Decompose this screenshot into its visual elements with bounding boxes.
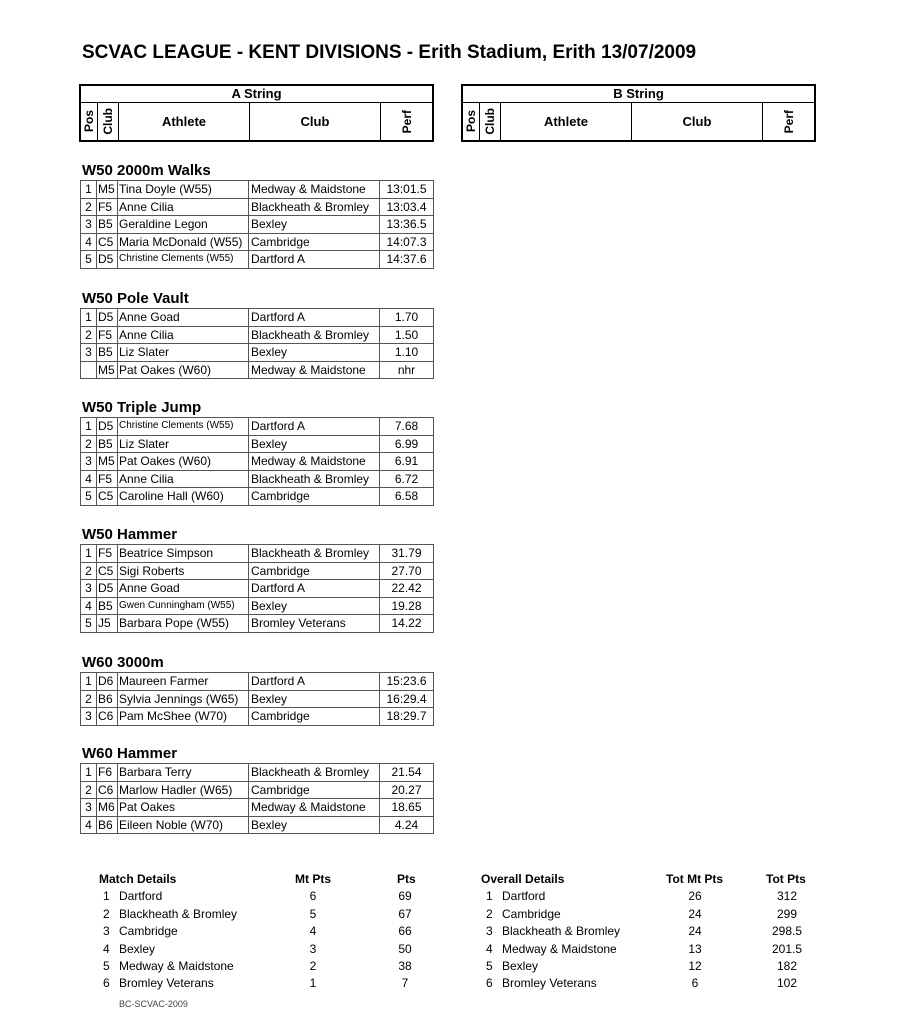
rank: 2 xyxy=(486,906,493,921)
event-title: W50 Pole Vault xyxy=(82,290,189,307)
position-cell: 1 xyxy=(81,181,97,199)
table-row xyxy=(81,344,434,362)
overall-details xyxy=(0,871,900,993)
club-name: Blackheath & Bromley xyxy=(119,906,238,921)
b-string-header xyxy=(461,84,816,142)
total-points: 201.5 xyxy=(771,941,803,956)
club-cell: Bexley xyxy=(249,597,380,615)
club-cell: Dartford A xyxy=(249,418,380,436)
total-match-points: 6 xyxy=(691,976,699,991)
points: 69 xyxy=(398,889,412,904)
b-athlete-header: Athlete xyxy=(501,103,632,140)
club-cell: Cambridge xyxy=(249,233,380,251)
club-cell: Cambridge xyxy=(249,488,380,506)
club-cell: Blackheath & Bromley xyxy=(249,198,380,216)
points: 67 xyxy=(398,906,412,921)
position-cell: 3 xyxy=(81,344,97,362)
summary-row xyxy=(0,958,900,975)
club-code-cell: C5 xyxy=(97,233,118,251)
b-club-code-header: Club xyxy=(480,103,501,140)
performance-cell: 16:29.4 xyxy=(380,690,434,708)
total-match-points: 26 xyxy=(688,889,702,904)
performance-cell: 14:07.3 xyxy=(380,233,434,251)
table-row xyxy=(81,488,434,506)
club-cell: Blackheath & Bromley xyxy=(249,764,380,782)
athlete-cell: Anne Cilia xyxy=(118,198,249,216)
club-cell: Blackheath & Bromley xyxy=(249,470,380,488)
match-points: 6 xyxy=(309,889,317,904)
rank: 4 xyxy=(486,941,493,956)
table-row xyxy=(81,198,434,216)
club-name: Medway & Maidstone xyxy=(119,958,234,973)
athlete-cell: Christine Clements (W55) xyxy=(118,251,249,269)
points: 50 xyxy=(398,941,412,956)
results-table xyxy=(80,417,434,506)
athlete-cell: Eileen Noble (W70) xyxy=(118,816,249,834)
club-code-cell: B5 xyxy=(97,435,118,453)
points: 66 xyxy=(398,924,412,939)
athlete-cell: Sigi Roberts xyxy=(118,562,249,580)
results-table xyxy=(80,308,434,379)
event-title: W50 2000m Walks xyxy=(82,162,211,179)
total-points: 312 xyxy=(776,889,798,904)
performance-cell: 13:03.4 xyxy=(380,198,434,216)
rank: 3 xyxy=(103,924,110,939)
table-row xyxy=(81,597,434,615)
event-title: W60 3000m xyxy=(82,654,164,671)
performance-cell: 15:23.6 xyxy=(380,673,434,691)
summary-row xyxy=(0,906,900,923)
athlete-cell: Caroline Hall (W60) xyxy=(118,488,249,506)
a-club-header: Club xyxy=(250,103,381,140)
position-cell: 1 xyxy=(81,309,97,327)
position-cell: 1 xyxy=(81,418,97,436)
athlete-cell: Tina Doyle (W55) xyxy=(118,181,249,199)
tot-pts-heading: Tot Pts xyxy=(766,872,806,886)
table-row xyxy=(81,181,434,199)
table-row xyxy=(81,781,434,799)
position-cell: 2 xyxy=(81,326,97,344)
rank: 1 xyxy=(486,889,493,904)
a-pos-header: Pos xyxy=(81,103,98,140)
position-cell: 2 xyxy=(81,690,97,708)
club-cell: Bexley xyxy=(249,816,380,834)
b-club-header: Club xyxy=(632,103,763,140)
table-row xyxy=(81,453,434,471)
club-name: Bexley xyxy=(502,958,539,973)
performance-cell: 31.79 xyxy=(380,545,434,563)
performance-cell: 18.65 xyxy=(380,799,434,817)
club-name: Medway & Maidstone xyxy=(502,941,617,956)
performance-cell: nhr xyxy=(380,361,434,379)
club-cell: Cambridge xyxy=(249,781,380,799)
club-cell: Dartford A xyxy=(249,309,380,327)
table-row xyxy=(81,418,434,436)
club-cell: Dartford A xyxy=(249,251,380,269)
table-row xyxy=(81,233,434,251)
performance-cell: 19.28 xyxy=(380,597,434,615)
position-cell: 3 xyxy=(81,708,97,726)
club-name: Blackheath & Bromley xyxy=(502,924,621,939)
event-section xyxy=(80,289,434,379)
club-code-cell: C6 xyxy=(97,781,118,799)
position-cell: 4 xyxy=(81,470,97,488)
performance-cell: 6.99 xyxy=(380,435,434,453)
club-cell: Blackheath & Bromley xyxy=(249,545,380,563)
athlete-cell: Maria McDonald (W55) xyxy=(118,233,249,251)
event-title: W50 Triple Jump xyxy=(82,399,202,416)
table-row xyxy=(81,816,434,834)
athlete-cell: Pat Oakes xyxy=(118,799,249,817)
performance-cell: 6.58 xyxy=(380,488,434,506)
performance-cell: 13:36.5 xyxy=(380,216,434,234)
rank: 5 xyxy=(103,958,110,973)
position-cell: 3 xyxy=(81,799,97,817)
club-code-cell: F6 xyxy=(97,764,118,782)
position-cell: 5 xyxy=(81,251,97,269)
club-code-cell: F5 xyxy=(97,545,118,563)
athlete-cell: Marlow Hadler (W65) xyxy=(118,781,249,799)
club-name: Bromley Veterans xyxy=(119,976,214,991)
position-cell: 2 xyxy=(81,435,97,453)
position-cell: 5 xyxy=(81,615,97,633)
club-code-cell: F5 xyxy=(97,326,118,344)
athlete-cell: Anne Goad xyxy=(118,309,249,327)
table-row xyxy=(81,708,434,726)
position-cell: 2 xyxy=(81,562,97,580)
summary-row xyxy=(0,941,900,958)
rank: 3 xyxy=(486,924,493,939)
table-row xyxy=(81,799,434,817)
athlete-cell: Anne Goad xyxy=(118,580,249,598)
club-code-cell: B6 xyxy=(97,690,118,708)
club-name: Dartford xyxy=(502,889,546,904)
a-string-label: A String xyxy=(81,86,432,103)
match-details-heading: Match Details xyxy=(99,872,177,886)
club-code-cell: M5 xyxy=(97,361,118,379)
athlete-cell: Pat Oakes (W60) xyxy=(118,361,249,379)
performance-cell: 6.72 xyxy=(380,470,434,488)
b-string-label: B String xyxy=(463,86,814,103)
total-points: 182 xyxy=(776,958,798,973)
points: 38 xyxy=(398,958,412,973)
club-code-cell: J5 xyxy=(97,615,118,633)
rank: 6 xyxy=(486,976,493,991)
athlete-cell: Beatrice Simpson xyxy=(118,545,249,563)
club-code-cell: B5 xyxy=(97,216,118,234)
performance-cell: 1.50 xyxy=(380,326,434,344)
athlete-cell: Barbara Terry xyxy=(118,764,249,782)
position-cell: 3 xyxy=(81,580,97,598)
club-code-cell: C5 xyxy=(97,562,118,580)
position-cell: 1 xyxy=(81,545,97,563)
event-title: W60 Hammer xyxy=(82,745,178,762)
club-cell: Medway & Maidstone xyxy=(249,799,380,817)
performance-cell: 27.70 xyxy=(380,562,434,580)
performance-cell: 22.42 xyxy=(380,580,434,598)
event-section xyxy=(80,653,434,726)
match-points: 1 xyxy=(309,976,317,991)
club-cell: Medway & Maidstone xyxy=(249,181,380,199)
club-code-cell: B5 xyxy=(97,344,118,362)
pts-heading: Pts xyxy=(397,872,416,886)
table-row xyxy=(81,326,434,344)
results-table xyxy=(80,180,434,269)
athlete-cell: Pat Oakes (W60) xyxy=(118,453,249,471)
club-code-cell: B6 xyxy=(97,816,118,834)
table-row xyxy=(81,435,434,453)
position-cell: 1 xyxy=(81,673,97,691)
position-cell: 3 xyxy=(81,216,97,234)
summary-row xyxy=(0,923,900,940)
table-row xyxy=(81,361,434,379)
total-match-points: 12 xyxy=(688,958,702,973)
club-name: Bromley Veterans xyxy=(502,976,597,991)
club-cell: Dartford A xyxy=(249,673,380,691)
athlete-cell: Gwen Cunningham (W55) xyxy=(118,597,249,615)
performance-cell: 7.68 xyxy=(380,418,434,436)
position-cell: 4 xyxy=(81,233,97,251)
club-code-cell: C6 xyxy=(97,708,118,726)
event-section xyxy=(80,161,434,269)
total-points: 102 xyxy=(776,976,798,991)
tot-mt-pts-heading: Tot Mt Pts xyxy=(666,872,724,886)
club-cell: Blackheath & Bromley xyxy=(249,326,380,344)
table-row xyxy=(81,251,434,269)
position-cell: 2 xyxy=(81,781,97,799)
mt-pts-heading: Mt Pts xyxy=(295,872,331,886)
match-points: 5 xyxy=(309,906,317,921)
position-cell: 5 xyxy=(81,488,97,506)
total-match-points: 24 xyxy=(688,924,702,939)
club-code-cell: D5 xyxy=(97,418,118,436)
event-section xyxy=(80,525,434,633)
match-points: 3 xyxy=(309,941,317,956)
event-title: W50 Hammer xyxy=(82,526,178,543)
table-row xyxy=(81,562,434,580)
a-perf-header: Perf xyxy=(399,109,414,134)
club-cell: Bexley xyxy=(249,344,380,362)
club-cell: Medway & Maidstone xyxy=(249,453,380,471)
table-row xyxy=(81,673,434,691)
a-athlete-header: Athlete xyxy=(119,103,250,140)
match-points: 2 xyxy=(309,958,317,973)
rank: 4 xyxy=(103,941,110,956)
club-cell: Cambridge xyxy=(249,562,380,580)
performance-cell: 1.10 xyxy=(380,344,434,362)
rank: 6 xyxy=(103,976,110,991)
rank: 1 xyxy=(103,889,110,904)
athlete-cell: Sylvia Jennings (W65) xyxy=(118,690,249,708)
b-pos-header: Pos xyxy=(463,103,480,140)
athlete-cell: Pam McShee (W70) xyxy=(118,708,249,726)
performance-cell: 1.70 xyxy=(380,309,434,327)
position-cell: 4 xyxy=(81,597,97,615)
table-row xyxy=(81,690,434,708)
club-code-cell: F5 xyxy=(97,470,118,488)
club-code-cell: C5 xyxy=(97,488,118,506)
athlete-cell: Barbara Pope (W55) xyxy=(118,615,249,633)
club-name: Dartford xyxy=(119,889,163,904)
position-cell xyxy=(81,361,97,379)
club-code-cell: M5 xyxy=(97,453,118,471)
position-cell: 4 xyxy=(81,816,97,834)
club-code-cell: F5 xyxy=(97,198,118,216)
performance-cell: 20.27 xyxy=(380,781,434,799)
total-match-points: 13 xyxy=(688,941,702,956)
athlete-cell: Liz Slater xyxy=(118,435,249,453)
event-section xyxy=(80,744,434,834)
table-row xyxy=(81,545,434,563)
club-code-cell: M6 xyxy=(97,799,118,817)
position-cell: 3 xyxy=(81,453,97,471)
performance-cell: 13:01.5 xyxy=(380,181,434,199)
club-cell: Bromley Veterans xyxy=(249,615,380,633)
athlete-cell: Maureen Farmer xyxy=(118,673,249,691)
athlete-cell: Christine Clements (W55) xyxy=(118,418,249,436)
club-name: Cambridge xyxy=(502,906,561,921)
position-cell: 2 xyxy=(81,198,97,216)
club-code-cell: M5 xyxy=(97,181,118,199)
points: 7 xyxy=(401,976,409,991)
table-row xyxy=(81,580,434,598)
rank: 2 xyxy=(103,906,110,921)
footer-code: BC-SCVAC-2009 xyxy=(119,999,188,1009)
club-cell: Bexley xyxy=(249,216,380,234)
athlete-cell: Liz Slater xyxy=(118,344,249,362)
club-code-cell: D5 xyxy=(97,580,118,598)
table-row xyxy=(81,615,434,633)
position-cell: 1 xyxy=(81,764,97,782)
page-title: SCVAC LEAGUE - KENT DIVISIONS - Erith Stadium, Erith 13/07/2009 xyxy=(82,42,697,63)
club-code-cell: D5 xyxy=(97,251,118,269)
overall-details-heading: Overall Details xyxy=(481,872,565,886)
table-row xyxy=(81,470,434,488)
club-cell: Medway & Maidstone xyxy=(249,361,380,379)
club-code-cell: D6 xyxy=(97,673,118,691)
summary-row xyxy=(0,975,900,992)
performance-cell: 18:29.7 xyxy=(380,708,434,726)
results-table xyxy=(80,763,434,834)
table-row xyxy=(81,764,434,782)
rank: 5 xyxy=(486,958,493,973)
a-club-code-header: Club xyxy=(98,103,119,140)
summary-row xyxy=(0,888,900,905)
total-points: 298.5 xyxy=(771,924,803,939)
athlete-cell: Geraldine Legon xyxy=(118,216,249,234)
performance-cell: 14:37.6 xyxy=(380,251,434,269)
club-code-cell: B5 xyxy=(97,597,118,615)
results-table xyxy=(80,544,434,633)
club-cell: Dartford A xyxy=(249,580,380,598)
club-code-cell: D5 xyxy=(97,309,118,327)
a-string-header xyxy=(79,84,434,142)
total-points: 299 xyxy=(776,906,798,921)
performance-cell: 6.91 xyxy=(380,453,434,471)
athlete-cell: Anne Cilia xyxy=(118,326,249,344)
club-cell: Cambridge xyxy=(249,708,380,726)
match-points: 4 xyxy=(309,924,317,939)
club-name: Bexley xyxy=(119,941,156,956)
club-name: Cambridge xyxy=(119,924,178,939)
event-section xyxy=(80,398,434,506)
athlete-cell: Anne Cilia xyxy=(118,470,249,488)
total-match-points: 24 xyxy=(688,906,702,921)
table-row xyxy=(81,216,434,234)
club-cell: Bexley xyxy=(249,435,380,453)
performance-cell: 4.24 xyxy=(380,816,434,834)
performance-cell: 21.54 xyxy=(380,764,434,782)
table-row xyxy=(81,309,434,327)
club-cell: Bexley xyxy=(249,690,380,708)
b-perf-header: Perf xyxy=(781,109,796,134)
performance-cell: 14.22 xyxy=(380,615,434,633)
results-table xyxy=(80,672,434,726)
